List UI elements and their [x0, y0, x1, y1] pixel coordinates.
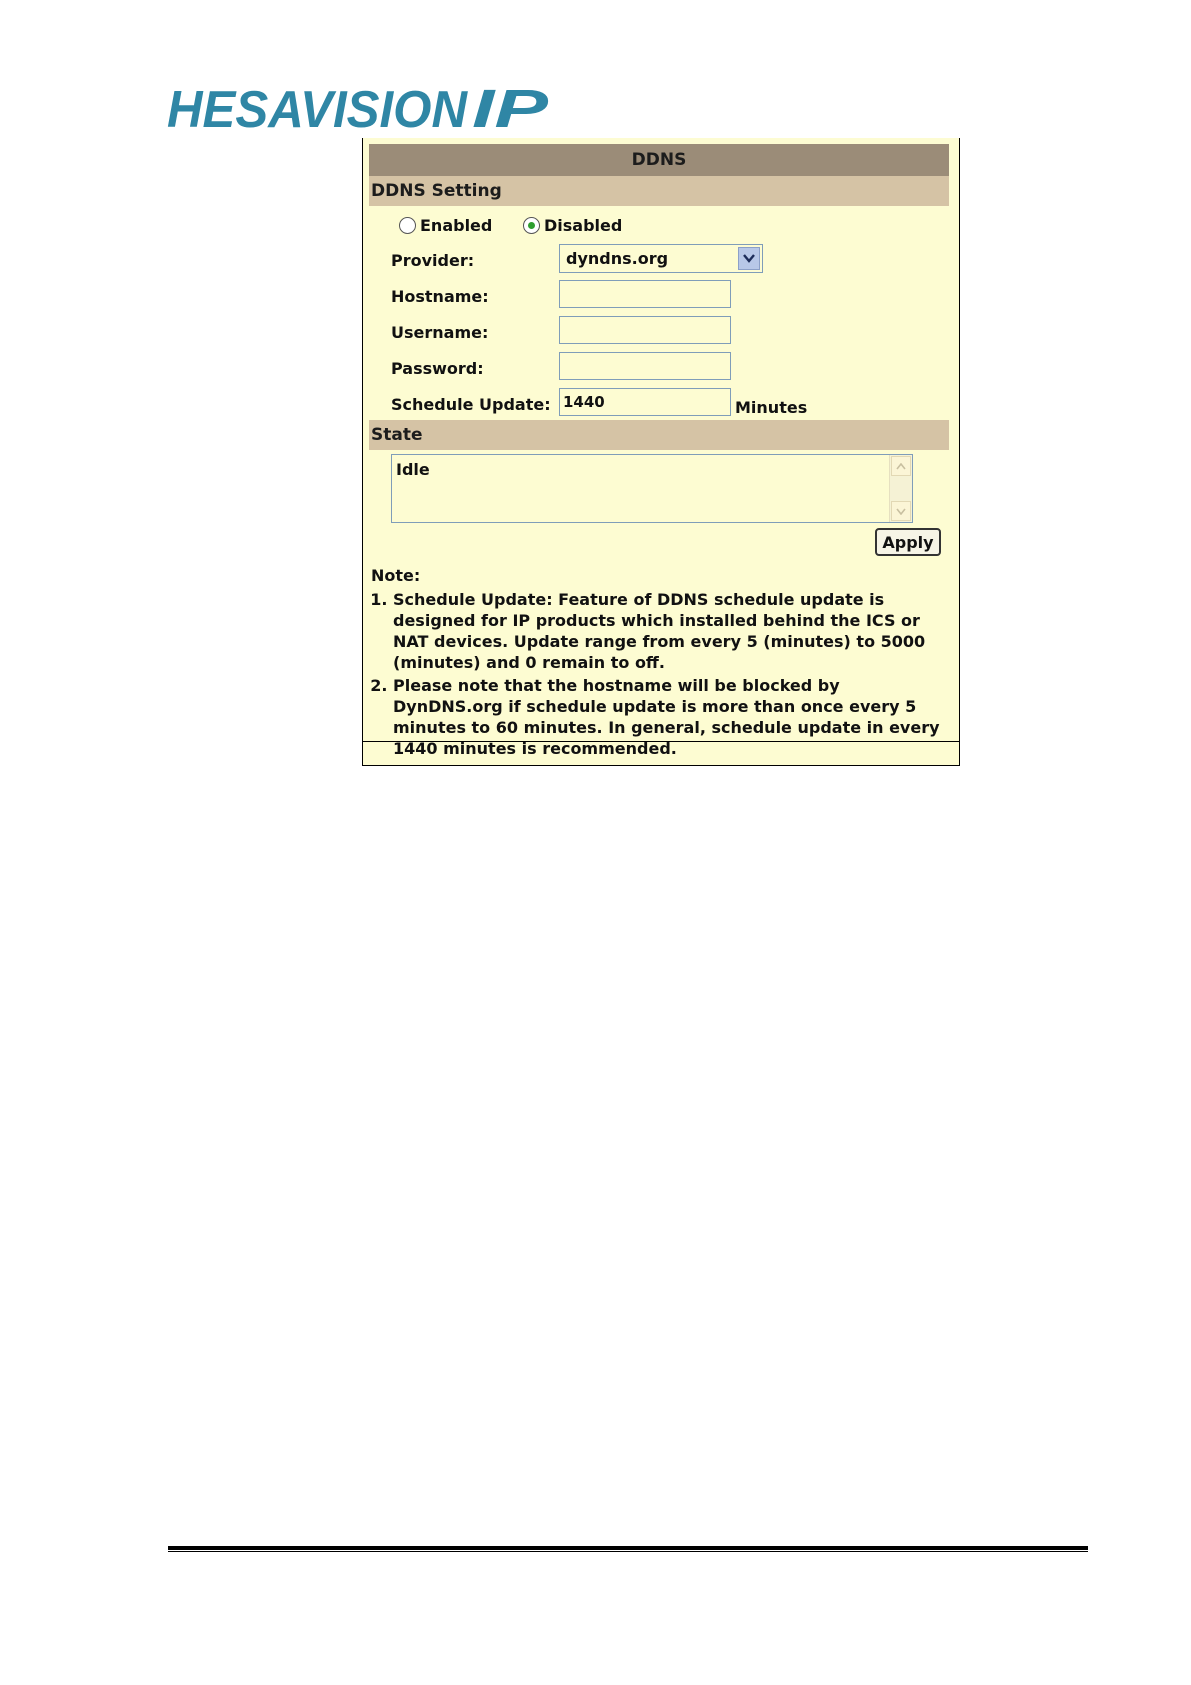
note-item-2: 2. Please note that the hostname will be blocked by DynDNS.org if schedule update is more than once every 5 minutes to 60 minutes. In general, schedule update in every 1440 minutes is recommended.	[393, 675, 949, 759]
provider-value: dyndns.org	[566, 249, 669, 268]
footer-rule-thin	[168, 1551, 1088, 1552]
radio-enabled[interactable]	[399, 216, 492, 235]
schedule-row	[369, 388, 949, 424]
username-input[interactable]	[559, 316, 731, 344]
radio-disabled-circle[interactable]	[523, 217, 540, 234]
hostname-label: Hostname:	[391, 287, 489, 306]
schedule-input[interactable]: 1440	[559, 388, 731, 416]
username-row	[369, 316, 949, 352]
radio-disabled-label: Disabled	[544, 216, 623, 235]
radio-disabled[interactable]	[523, 216, 622, 235]
state-scrollbar[interactable]	[889, 455, 912, 522]
footer-rule-thick	[168, 1546, 1088, 1550]
radio-enabled-label: Enabled	[420, 216, 493, 235]
hostname-input[interactable]	[559, 280, 731, 308]
scroll-down-icon[interactable]	[891, 501, 911, 521]
schedule-label: Schedule Update:	[391, 395, 551, 414]
ddns-panel	[362, 138, 960, 766]
hostname-row	[369, 280, 949, 316]
note-item-1: 1. Schedule Update: Feature of DDNS schedule update is designed for IP products which installed behind the ICS or NAT devices. Update range from every 5 (minutes) to 5000 (minutes) and 0 remain to off.	[393, 589, 949, 673]
provider-row	[369, 244, 949, 280]
schedule-unit: Minutes	[735, 398, 808, 417]
hesavision-logo	[167, 83, 550, 131]
provider-label: Provider:	[391, 251, 475, 270]
logo-text-ip: IP	[472, 83, 550, 131]
state-section: State	[369, 420, 949, 450]
password-label: Password:	[391, 359, 484, 378]
logo-text-main: HESAVISION	[167, 83, 469, 131]
radio-enabled-circle[interactable]	[399, 217, 416, 234]
mode-radio-group	[369, 206, 949, 244]
password-row	[369, 352, 949, 388]
note-title: Note:	[371, 566, 421, 585]
chevron-down-icon[interactable]	[738, 247, 760, 270]
scroll-up-icon[interactable]	[891, 456, 911, 476]
provider-select[interactable]	[559, 244, 763, 273]
panel-title: DDNS	[369, 144, 949, 176]
state-textarea[interactable]	[391, 454, 913, 523]
apply-button[interactable]: Apply	[875, 528, 941, 556]
password-input[interactable]	[559, 352, 731, 380]
ddns-setting-section: DDNS Setting	[369, 176, 949, 206]
notes-list	[369, 589, 949, 759]
apply-row	[369, 528, 949, 560]
username-label: Username:	[391, 323, 489, 342]
state-value: Idle	[396, 460, 430, 479]
